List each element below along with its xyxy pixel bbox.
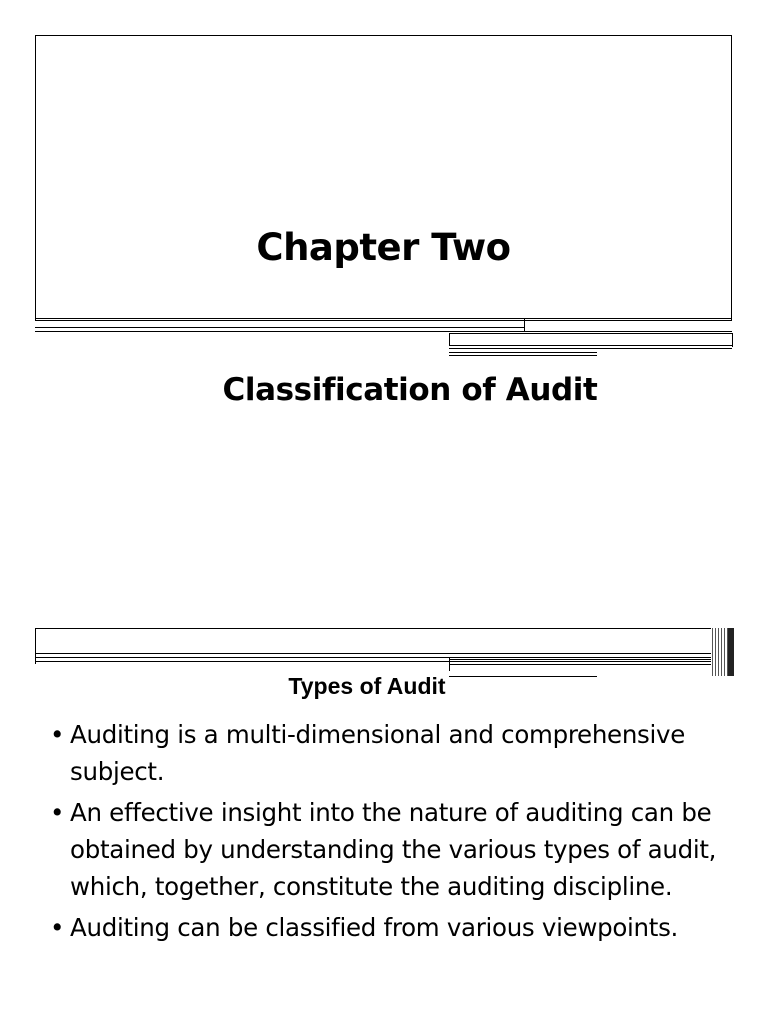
list-item-text: An effective insight into the nature of auditing can be obtained by understanding the various types of audit, which, together, constitute the auditing discipline. [70, 798, 717, 901]
divider-line [35, 653, 711, 654]
list-item [50, 716, 730, 790]
slide-frame-top [35, 628, 711, 629]
divider-line [449, 345, 732, 346]
bullet-glyph: • [50, 798, 65, 827]
bullet-list [50, 716, 730, 950]
divider-line [732, 333, 733, 347]
divider-line [35, 327, 524, 328]
list-item [50, 909, 730, 946]
divider-line [449, 333, 732, 334]
divider-line [449, 348, 732, 349]
slide-frame [35, 35, 732, 321]
chapter-title: Chapter Two [256, 226, 511, 269]
divider-line [524, 318, 525, 331]
list-item-text: Auditing is a multi-dimensional and comprehensive subject. [70, 720, 686, 786]
bullet-glyph: • [50, 720, 65, 749]
list-item [50, 794, 730, 905]
divider-line [449, 333, 450, 345]
list-item-text: Auditing can be classified from various viewpoints. [70, 913, 679, 942]
divider-line [35, 331, 732, 332]
divider-line [35, 657, 711, 658]
divider-line [449, 355, 597, 356]
divider-line [35, 661, 711, 662]
slide-subtitle: Classification of Audit [222, 372, 598, 408]
divider-line [449, 659, 711, 660]
decorative-bars [712, 628, 734, 676]
divider-line [449, 352, 597, 353]
divider-line [35, 318, 732, 319]
divider-line [449, 657, 450, 671]
bullet-glyph: • [50, 913, 65, 942]
section-heading: Types of Audit [288, 673, 446, 699]
slide-frame-left [35, 628, 36, 664]
divider-line [449, 664, 711, 665]
